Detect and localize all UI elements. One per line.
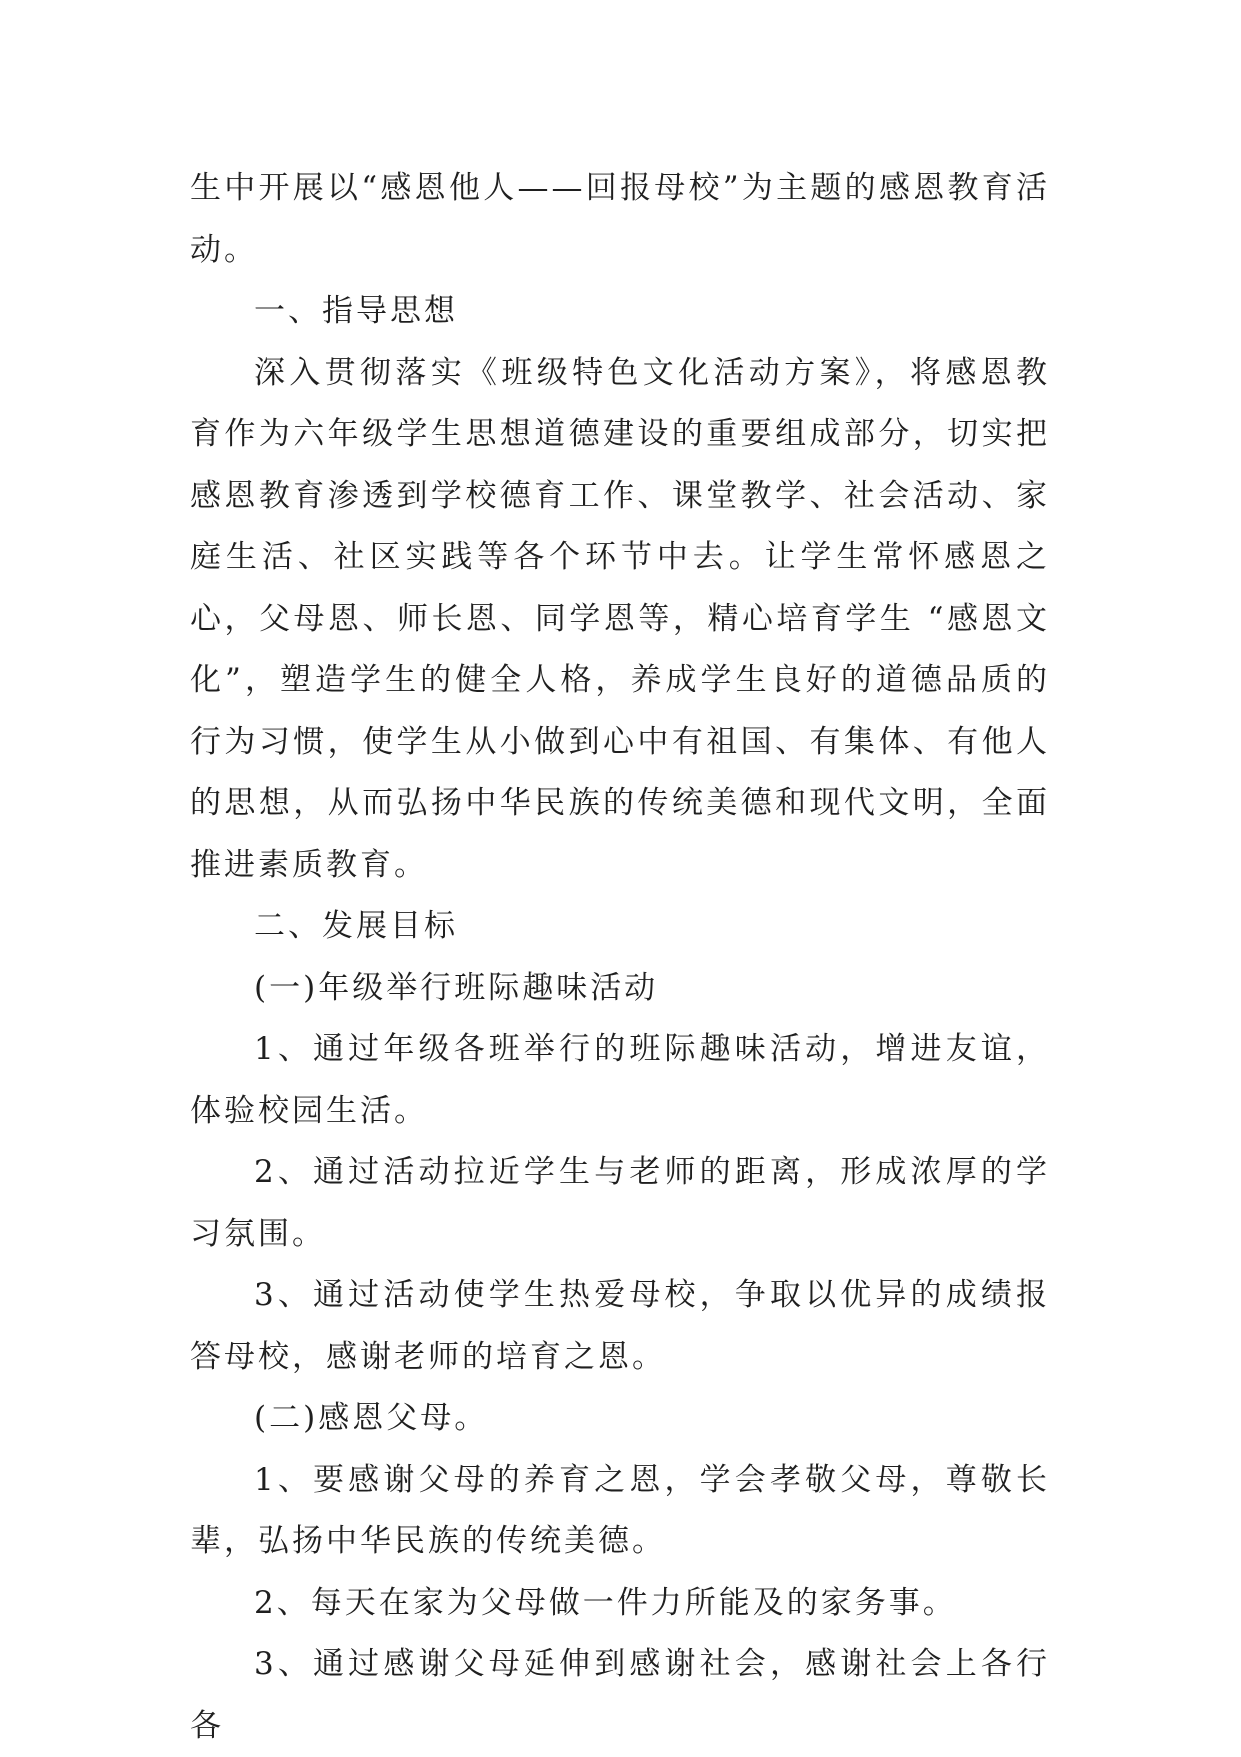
- document-body: [190, 158, 1050, 1757]
- paragraph-guiding-ideology: 深入贯彻落实《班级特色文化活动方案》，将感恩教育作为六年级学生思想道德建设的重要组成部分，切实把感恩教育渗透到学校德育工作、课堂教学、社会活动、家庭生活、社区实践等各个环节中去。让学生常怀感恩之心，父母恩、师长恩、同学恩等，精心培育学生 “感恩文化”，塑造学生的健全人格，养成学生良好的道德品质的行为习惯，使学生从小做到心中有祖国、有集体、有他人的思想，从而弘扬中华民族的传统美德和现代文明，全面推进素质教育。: [190, 354, 1050, 883]
- section-heading-development-goals: 二、发展目标: [254, 908, 458, 944]
- list-item-activities-1: 1、通过年级各班举行的班际趣味活动，增进友谊，体验校园生活。: [190, 1031, 1050, 1129]
- list-item-activities-3: 3、通过活动使学生热爱母校，争取以优异的成绩报答母校，感谢老师的培育之恩。: [190, 1277, 1050, 1375]
- list-item-activities-2: 2、通过活动拉近学生与老师的距离，形成浓厚的学习氛围。: [190, 1154, 1050, 1252]
- list-item-parents-2: 2、每天在家为父母做一件力所能及的家务事。: [254, 1584, 957, 1621]
- list-item-parents-1: 1、要感谢父母的养育之恩，学会孝敬父母，尊敬长辈，弘扬中华民族的传统美德。: [190, 1461, 1050, 1559]
- subheading-thank-parents: (二)感恩父母。: [254, 1400, 489, 1436]
- subheading-class-activities: (一)年级举行班际趣味活动: [254, 969, 659, 1006]
- section-heading-guiding-ideology: 一、指导思想: [254, 293, 458, 329]
- paragraph-intro-continuation: 生中开展以“感恩他人——回报母校”为主题的感恩教育活动。: [190, 170, 1050, 268]
- list-item-parents-3: 3、通过感谢父母延伸到感谢社会，感谢社会上各行各: [190, 1646, 1050, 1744]
